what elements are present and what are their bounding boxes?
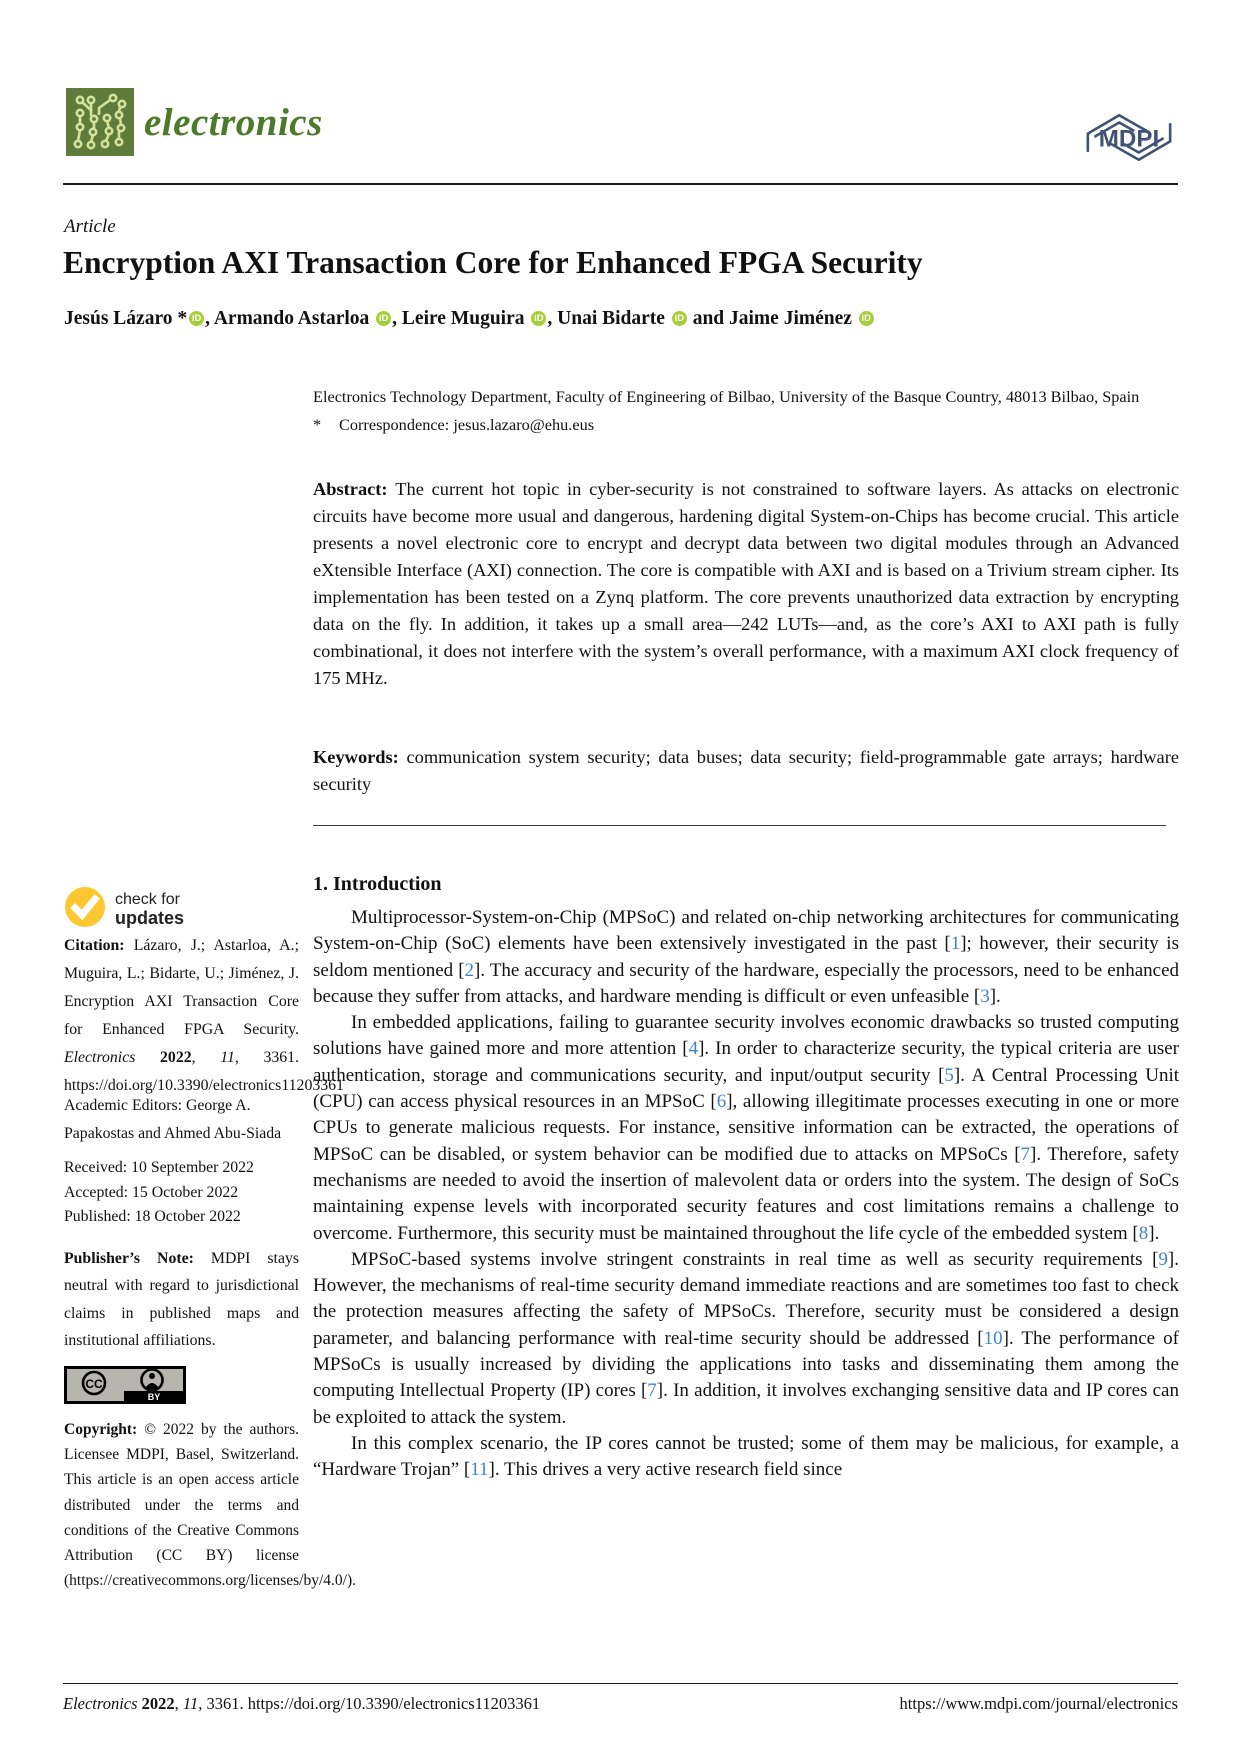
text-run: , Unai Bidarte xyxy=(547,308,670,329)
text-run: 11 xyxy=(182,1694,199,1713)
citation-ref[interactable]: 7 xyxy=(1020,1143,1031,1165)
affiliation-address: Electronics Technology Department, Faculty of Engineering of Bilbao, University of the Basque Country, 48013 Bilbao, Spain xyxy=(313,387,1140,406)
text-run: ]. A Central Processing Unit (CPU) can access physical resources in an MPSoC [ xyxy=(313,1064,1179,1113)
text-run: , xyxy=(174,1694,183,1713)
text-run: The current hot topic in cyber-security is not constrained to software layers. As attacks on electronic circuits have become more usual and dangerous, hardening digital System-on-Chips has become crucial. This article presents a novel electronic core to encrypt and decrypt data between two digital modules through an Advanced eXtensible Interface (AXI) connection. The core is compatible with AXI and is based on a Trivium stream cipher. Its implementation has been tested on a Zynq platform. The core prevents unauthorized data extraction by encrypting data on the fly. In addition, it takes up a small area—242 LUTs—and, as the core’s AXI to AXI path is fully combinational, it does not interfere with the system’s overall performance, with a maximum AXI clock frequency of 175 MHz. xyxy=(313,479,1179,688)
citation-ref[interactable]: 8 xyxy=(1138,1222,1149,1244)
article-type-label: Article xyxy=(64,216,116,237)
text-run: , xyxy=(191,1049,221,1066)
academic-editors: Academic Editors: George A. Papakostas and Ahmed Abu-Siada xyxy=(64,1097,282,1142)
text-run: Multiprocessor-System-on-Chip (MPSoC) and related on-chip networking architectures for communicating System-on-Chip (SoC) elements have been extensively investigated in the past [ xyxy=(313,907,1179,955)
citation-ref[interactable]: 7 xyxy=(647,1380,657,1402)
citation-ref[interactable]: 2 xyxy=(464,959,475,981)
text-run: 2022 xyxy=(160,1049,192,1066)
text-run: MPSoC-based systems involve stringent constraints in real time as well as security requirements [ xyxy=(351,1248,1159,1270)
check-for-updates-badge[interactable] xyxy=(64,886,299,933)
text-run: © 2022 by the authors. Licensee MDPI, Basel, Switzerland. This article is an open access article distributed under the terms and conditions of the Creative Commons Attribution (CC BY) license (https://creativecommons.org/licenses/by/4.0/). xyxy=(64,1421,357,1590)
abstract xyxy=(313,476,1179,692)
text-run: In this complex scenario, the IP cores cannot be trusted; some of them may be malicious, for example, a “Hardware Trojan” [ xyxy=(313,1432,1179,1481)
text-run: Electronics xyxy=(64,1049,161,1066)
text-run: Lázaro, J.; Astarloa, A.; Muguira, L.; Bidarte, U.; Jiménez, J. Encryption AXI Transaction Core for Enhanced FPGA Security. xyxy=(64,937,300,1038)
text-run: Keywords: xyxy=(313,747,407,767)
abstract-divider xyxy=(313,825,1166,826)
text-run: ]. xyxy=(1148,1222,1160,1244)
text-run: Citation: xyxy=(64,937,134,954)
orcid-icon[interactable]: iD xyxy=(672,311,687,326)
text-run: , Leire Muguira xyxy=(392,308,530,329)
paragraph xyxy=(313,1247,1179,1431)
orcid-icon[interactable]: iD xyxy=(189,311,204,326)
cc-icon: CC xyxy=(85,1377,103,1391)
affiliation-block xyxy=(313,384,1179,437)
orcid-icon[interactable]: iD xyxy=(859,311,874,326)
checkmark-icon xyxy=(64,886,106,933)
orcid-icon[interactable]: iD xyxy=(376,311,391,326)
paragraph xyxy=(313,1010,1179,1247)
citation-ref[interactable]: 1 xyxy=(950,933,961,955)
text-run: Jesús Lázaro * xyxy=(64,308,188,329)
accepted-date: Accepted: 15 October 2022 xyxy=(64,1183,239,1201)
footer-divider xyxy=(63,1683,1178,1684)
text-run: Electronics xyxy=(63,1694,142,1713)
citation-ref[interactable]: 3 xyxy=(980,985,990,1007)
mdpi-logo-text: MDPI xyxy=(1098,125,1160,153)
copyright-block xyxy=(64,1417,357,1593)
text-run: In embedded applications, failing to guarantee security involves economic drawbacks so trusted computing solutions have gained more and more attention [ xyxy=(313,1012,1179,1060)
orcid-icon[interactable]: iD xyxy=(531,311,546,326)
correspondence-star: * xyxy=(313,414,322,434)
text-run: Copyright: xyxy=(64,1421,145,1438)
text-run: ]. The performance of MPSoCs is usually increased by dividing the applications into tasks and disseminating them among the computing Intellectual Property (IP) cores [ xyxy=(313,1327,1179,1402)
paragraph xyxy=(313,1431,1179,1484)
text-run: ]. This drives a very active research field since xyxy=(488,1459,843,1481)
citation-ref[interactable]: 5 xyxy=(944,1064,954,1086)
footer-journal-url[interactable]: https://www.mdpi.com/journal/electronics xyxy=(899,1694,1178,1713)
cc-by-license-badge[interactable] xyxy=(64,1366,186,1404)
paragraph xyxy=(313,905,1179,1010)
text-run: ]. In order to characterize security, the typical criteria are user authentication, storage and communications security, and input/output security [ xyxy=(313,1038,1179,1086)
introduction-text xyxy=(313,905,1179,1484)
text-run: , Armando Astarloa xyxy=(205,308,375,329)
text-run: communication system security; data buses; data security; field-programmable gate arrays; hardware security xyxy=(313,747,1179,794)
citation-ref[interactable]: 10 xyxy=(983,1327,1003,1349)
text-run: 2022 xyxy=(141,1694,175,1713)
header-divider xyxy=(63,183,1178,185)
mdpi-logo xyxy=(1080,110,1178,170)
publisher-note xyxy=(64,1245,299,1355)
citation-block xyxy=(64,932,344,1100)
authors-line xyxy=(64,308,1174,330)
text-run: ]. However, the mechanisms of real-time security demand immediate reactions and are sometimes too fast to check the protection measures affecting the safety of MPSoCs. Therefore, security must be considered a design parameter, and balancing performance with real-time security should be addressed [ xyxy=(313,1248,1179,1349)
text-run: MDPI stays neutral with regard to jurisdictional claims in published maps and institutional affiliations. xyxy=(64,1250,299,1350)
text-run: Abstract: xyxy=(313,479,396,499)
citation-ref[interactable]: 4 xyxy=(688,1038,699,1060)
text-run: 11 xyxy=(220,1049,235,1066)
keywords xyxy=(313,744,1179,798)
history-dates xyxy=(64,1156,299,1230)
text-run: ]. The accuracy and security of the hardware, especially the processors, need to be enhanced because they suffer from attacks, and hardware mending is difficult or even unfeasible [ xyxy=(313,959,1180,1007)
by-icon: BY xyxy=(147,1392,161,1402)
citation-ref[interactable]: 11 xyxy=(470,1459,489,1481)
published-date: Published: 18 October 2022 xyxy=(64,1208,241,1226)
paper-title: Encryption AXI Transaction Core for Enhanced FPGA Security xyxy=(63,245,923,280)
text-run: ]. xyxy=(989,985,1001,1007)
text-run: and Jaime Jiménez xyxy=(687,308,857,329)
received-date: Received: 10 September 2022 xyxy=(64,1159,254,1176)
text-run: ], allowing illegitimate processes executing in one or more CPUs to generate malicious requests. For instance, sensitive information can be extracted, the operations of MPSoC can be disabled, or system behavior can be modified due to attacks on MPSoCs [ xyxy=(313,1091,1179,1165)
citation-ref[interactable]: 6 xyxy=(716,1091,727,1113)
text-run: Publisher’s Note: xyxy=(64,1250,211,1267)
journal-name: electronics xyxy=(144,101,323,144)
check-badge-label: check for updates xyxy=(115,890,185,928)
text-run: ]. In addition, it involves exchanging sensitive data and IP cores can be exploited to attack the system. xyxy=(313,1380,1179,1428)
citation-ref[interactable]: 9 xyxy=(1158,1248,1168,1270)
text-run: , 3361. https://doi.org/10.3390/electronics11203361 xyxy=(64,1049,344,1094)
electronics-journal-logo-icon xyxy=(66,88,134,156)
text-run: ]; however, their security is seldom mentioned [ xyxy=(313,933,1179,981)
text-run: , 3361. https://doi.org/10.3390/electronics11203361 xyxy=(198,1694,541,1713)
text-run: ]. Therefore, safety mechanisms are needed to avoid the insertion of malevolent data or orders into the system. The design of SoCs maintaining expense levels with incorporated security features and cost limitations remains a challenge to overcome. Furthermore, this security must be maintained throughout the life cycle of the embedded system [ xyxy=(313,1143,1179,1244)
section-heading-introduction: 1. Introduction xyxy=(313,873,442,895)
correspondence-email[interactable]: Correspondence: jesus.lazaro@ehu.eus xyxy=(339,414,595,434)
footer-citation xyxy=(63,1694,540,1714)
